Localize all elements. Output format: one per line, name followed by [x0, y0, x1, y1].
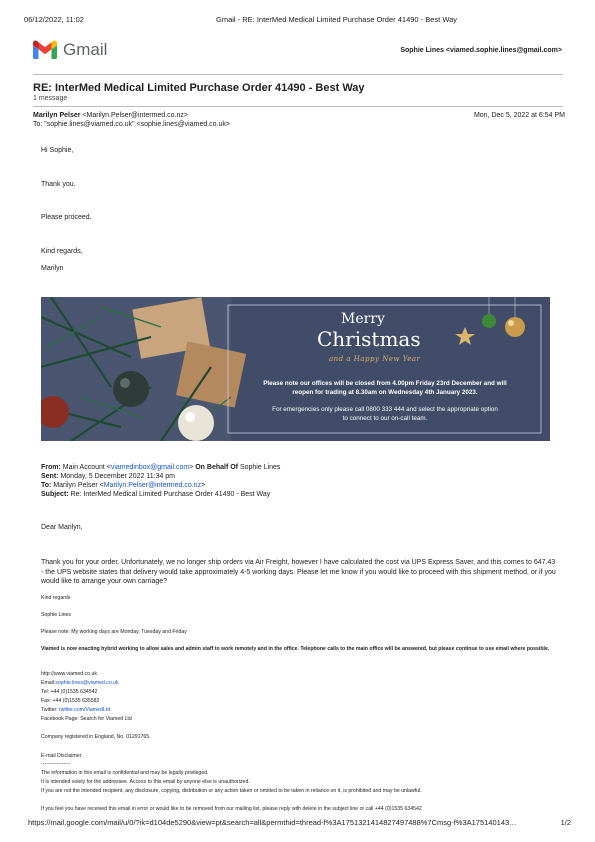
disclaimer-line: If you are not the intended recipient, any disclosure, copying, distribution or any action taken or omitted to be taken in reliance on it, is prohibited and may be unlawful. — [41, 788, 422, 794]
quoted-behalf-label: On Behalf Of — [195, 464, 238, 471]
print-page-number: 1/2 — [560, 818, 571, 827]
body-line: Please proceed. — [41, 214, 92, 221]
banner-emergency — [231, 405, 539, 423]
sig-twitter — [41, 707, 110, 713]
sig-name: Sophie Lines — [41, 612, 71, 618]
sig-twitter-link[interactable]: twitter.com/ViamedLtd — [59, 707, 111, 713]
quoted-from-link[interactable]: viamedinbox@gmail.com — [110, 464, 190, 471]
header-divider — [33, 74, 563, 75]
sender-line — [33, 112, 188, 119]
disclaimer-title: E-mail Disclaimer — [41, 753, 82, 759]
sig-company: Company registered in England, No. 01291765. — [41, 734, 151, 740]
print-footer-url: https://mail.google.com/mail/u/0/?ik=d104de5290&view=pt&search=all&permthid=thread-f%3A1751321414827497488%7Cmsg-f%3A175140143… — [28, 818, 517, 827]
sig-fax: Fax: +44 (0)1535 635582 — [41, 698, 100, 704]
quoted-subject-value: Re: InterMed Medical Limited Purchase Order 41490 - Best Way — [70, 491, 271, 498]
sig-kind-regards: Kind regards — [41, 595, 71, 601]
sender-email: <Marilyn.Pelser@intermed.co.nz> — [82, 112, 188, 119]
disclaimer-line: If you feel you have received this email in error or would like to be removed from our mailing list, please reply with delete in the subject line or call +44 (0)1535 634542 — [41, 806, 422, 812]
subject-divider — [33, 106, 563, 107]
quoted-from-close: > — [189, 464, 194, 471]
sig-email-label: Email: — [41, 680, 56, 686]
sig-facebook: Facebook Page: Search for Viamed Ltd — [41, 716, 132, 722]
quoted-greeting: Dear Marilyn, — [41, 524, 83, 531]
thread-subject: RE: InterMed Medical Limited Purchase Order 41490 - Best Way — [33, 82, 365, 94]
body-greeting: Hi Sophie, — [41, 147, 74, 154]
recipient-line: To: "sophie.lines@viamed.co.uk" <sophie.lines@viamed.co.uk> — [33, 121, 231, 128]
christmas-banner-image — [41, 297, 550, 441]
banner-notice-line: to connect to our on-call team. — [342, 415, 428, 422]
sig-twitter-label: Twitter: — [41, 707, 58, 713]
banner-title-2: Christmas — [317, 327, 421, 351]
quoted-to-link[interactable]: Marilyn.Pelser@intermed.co.nz — [103, 482, 202, 489]
quoted-to-value: Marilyn Pelser < — [53, 482, 104, 489]
print-datetime: 06/12/2022, 11:02 — [24, 15, 84, 24]
message-count: 1 message — [33, 95, 68, 102]
banner-notice-line: Please note our offices will be closed from 4.00pm Friday 23rd December and will — [263, 380, 507, 387]
sender-name: Marilyn Pelser — [33, 112, 81, 119]
banner-subtitle: and a Happy New Year — [329, 355, 421, 363]
quoted-paragraph: Thank you for your order. Unfortunately, we no longer ship orders via Air Freight, however I have calculated the cost via UPS Express Saver, and this comes to 647.43 - the UPS website states that delivery would take approximately 4-5 working days. Please let me know if you would like to proceed with this shipment method, or if you would like to arrange your own carriage? — [41, 559, 556, 585]
sig-working-days: Please note: My working days are Monday, Tuesday and Friday — [41, 629, 187, 635]
quoted-subject — [41, 491, 270, 498]
sig-email — [41, 680, 119, 686]
message-date: Mon, Dec 5, 2022 at 6:54 PM — [473, 112, 565, 119]
gmail-wordmark: Gmail — [63, 40, 108, 59]
gmail-logo-icon — [33, 40, 57, 60]
quoted-subject-label: Subject: — [41, 491, 69, 498]
sig-email-link[interactable]: sophie.lines@viamed.co.uk — [55, 680, 119, 686]
quoted-to-close: > — [201, 482, 206, 489]
quoted-to — [41, 482, 205, 489]
banner-title: Merry — [341, 311, 385, 327]
disclaimer-line: It is intended solely for the addressee. Access to this email by anyone else is unauthorized. — [41, 779, 250, 785]
disclaimer-rule: ----------------- — [41, 761, 71, 767]
sig-website-link[interactable]: http://www.viamed.co.uk — [41, 671, 97, 677]
body-signature: Marilyn — [41, 265, 64, 272]
quoted-sent — [41, 473, 175, 480]
quoted-from — [41, 464, 280, 471]
body-line: Thank you. — [41, 181, 76, 188]
quoted-sent-label: Sent: — [41, 473, 59, 480]
sig-hybrid-notice: Viamed is now enacting hybrid working to allow sales and admin staff to work remotely and in the office. Telephone calls to the main office will be answered, but please continue to use email where possible. — [41, 646, 550, 652]
quoted-to-label: To: — [41, 482, 52, 489]
banner-notice-line: reopen for trading at 8.30am on Wednesday 4th January 2023. — [292, 389, 478, 396]
disclaimer-line: The information in this email is confidential and may be legally privileged. — [41, 770, 209, 776]
print-title: Gmail - RE: InterMed Medical Limited Purchase Order 41490 - Best Way — [216, 15, 458, 24]
sig-tel: Tel: +44 (0)1535 634542 — [41, 689, 98, 695]
quoted-from-label: From: — [41, 464, 61, 471]
banner-notice — [231, 379, 539, 397]
body-signoff: Kind regards, — [41, 248, 83, 255]
quoted-from-value: Main Account < — [62, 464, 111, 471]
quoted-behalf-value: Sophie Lines — [239, 464, 281, 471]
quoted-sent-value: Monday, 5 December 2022 11:34 pm — [60, 473, 175, 480]
banner-notice-line: For emergencies only please call 0800 333 444 and select the appropriate option — [272, 406, 498, 413]
account-identity: Sophie Lines <viamed.sophie.lines@gmail.com> — [400, 47, 562, 54]
